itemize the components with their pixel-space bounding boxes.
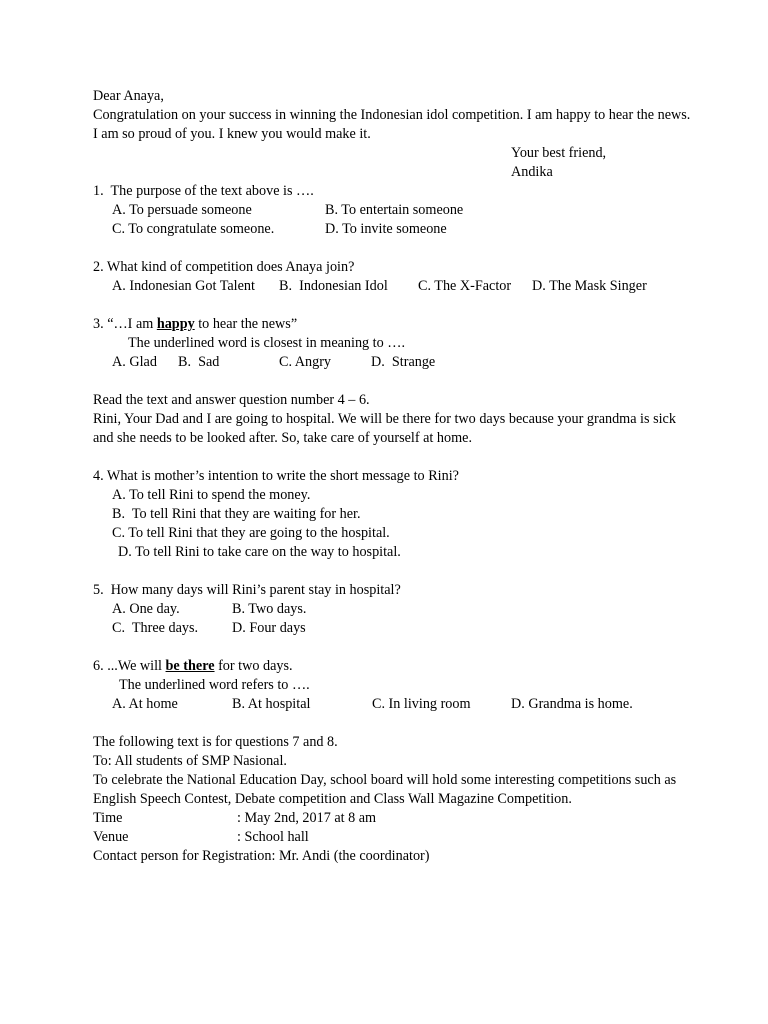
question-5-options-row-2: [93, 619, 693, 638]
question-6-prefix: 6. ...We will: [93, 658, 166, 674]
question-6-suffix: for two days.: [214, 658, 293, 674]
option-1d: D. To invite someone: [325, 221, 447, 237]
option-3d: D. Strange: [371, 354, 436, 370]
notice-intro: The following text is for questions 7 and 8.: [93, 734, 338, 750]
option-2d: D. The Mask Singer: [532, 278, 647, 294]
option-1b: B. To entertain someone: [325, 202, 464, 218]
option-1a: A. To persuade someone: [112, 202, 252, 218]
reading-instruction: Read the text and answer question number 4 – 6.: [93, 392, 370, 408]
option-4b: B. To tell Rini that they are waiting for her.: [112, 506, 361, 522]
question-3-instruction: The underlined word is closest in meaning to ….: [128, 335, 405, 351]
option-5a: A. One day.: [112, 601, 180, 617]
notice-time-label: Time: [93, 810, 123, 826]
notice-to: To: All students of SMP Nasional.: [93, 753, 287, 769]
option-6b: B. At hospital: [232, 696, 311, 712]
option-6d: D. Grandma is home.: [511, 696, 633, 712]
question-6-options: [93, 695, 693, 714]
option-6a: A. At home: [112, 696, 178, 712]
question-2: 2. What kind of competition does Anaya join?: [93, 259, 355, 275]
option-5b: B. Two days.: [232, 601, 307, 617]
question-5-options-row-1: [93, 600, 693, 619]
question-5: 5. How many days will Rini’s parent stay in hospital?: [93, 582, 401, 598]
question-6: [93, 657, 693, 676]
question-3-suffix: to hear the news”: [194, 316, 298, 332]
letter-signature: Andika: [511, 164, 553, 180]
notice-time-row: [93, 809, 693, 828]
notice-venue-row: [93, 828, 693, 847]
option-1c: C. To congratulate someone.: [112, 221, 275, 237]
notice-venue-value: : School hall: [237, 829, 309, 845]
worksheet: [93, 87, 693, 866]
question-1-options-row-2: [93, 220, 693, 239]
question-3: [93, 315, 693, 334]
option-2a: A. Indonesian Got Talent: [112, 278, 255, 294]
option-4d: D. To tell Rini to take care on the way to hospital.: [118, 544, 401, 560]
notice-venue-label: Venue: [93, 829, 129, 845]
reading-text: Rini, Your Dad and I are going to hospital. We will be there for two days because your grandma is sick and she needs to be looked after. So, take care of yourself at home.: [93, 411, 676, 446]
option-4a: A. To tell Rini to spend the money.: [112, 487, 311, 503]
notice-body: To celebrate the National Education Day, school board will hold some interesting competitions such as English Speech Contest, Debate competition and Class Wall Magazine Competition.: [93, 772, 677, 807]
option-4c: C. To tell Rini that they are going to the hospital.: [112, 525, 390, 541]
option-3a: A. Glad: [112, 354, 157, 370]
option-6c: C. In living room: [372, 696, 471, 712]
question-6-underlined-word: be there: [165, 658, 215, 674]
notice-time-value: : May 2nd, 2017 at 8 am: [237, 810, 377, 826]
question-3-underlined-word: happy: [156, 316, 195, 332]
option-5d: D. Four days: [232, 620, 306, 636]
letter-closing: Your best friend,: [511, 145, 607, 161]
letter-greeting: Dear Anaya,: [93, 88, 164, 104]
question-1-options-row-1: [93, 201, 693, 220]
option-2c: C. The X-Factor: [418, 278, 512, 294]
option-3b: B. Sad: [178, 354, 220, 370]
letter-body: Congratulation on your success in winning the Indonesian idol competition. I am happy to hear the news. I am so proud of you. I knew you would make it.: [93, 107, 691, 142]
option-3c: C. Angry: [279, 354, 332, 370]
question-6-instruction: The underlined word refers to ….: [119, 677, 310, 693]
question-4: 4. What is mother’s intention to write the short message to Rini?: [93, 468, 459, 484]
question-1: 1. The purpose of the text above is ….: [93, 183, 314, 199]
notice-contact: Contact person for Registration: Mr. Andi (the coordinator): [93, 848, 430, 864]
question-3-prefix: 3. “…I am: [93, 316, 157, 332]
option-5c: C. Three days.: [112, 620, 199, 636]
question-3-options: [93, 353, 693, 372]
option-2b: B. Indonesian Idol: [279, 278, 388, 294]
question-2-options: [93, 277, 693, 296]
